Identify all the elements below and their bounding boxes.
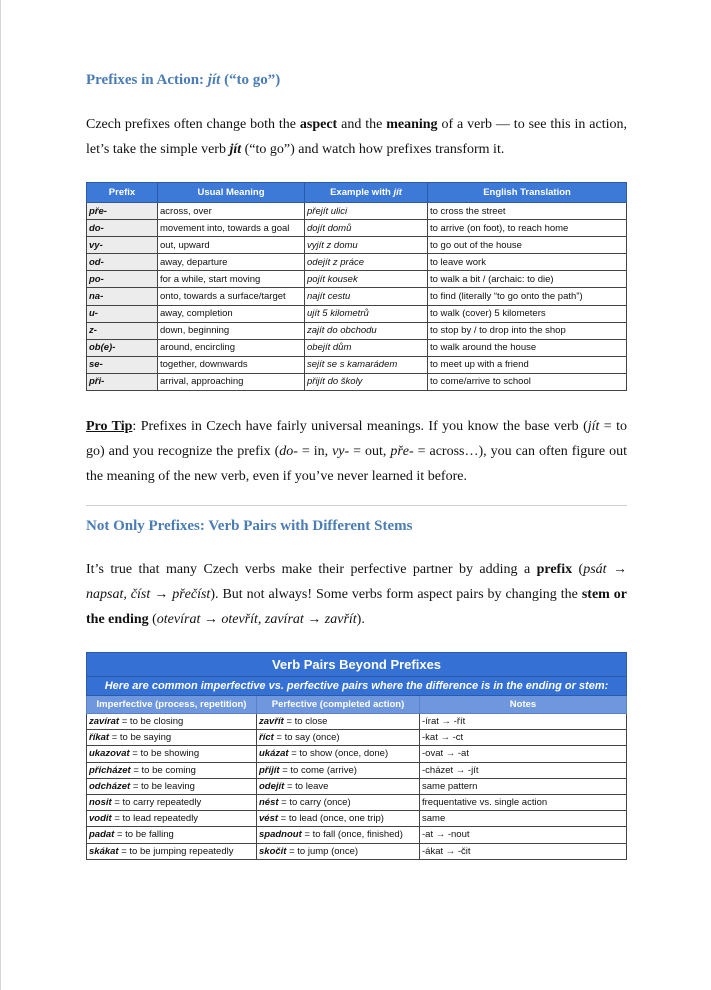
verb-gloss: = to lead repeatedly [111, 813, 199, 825]
imperfective-cell [87, 730, 257, 746]
example-cell: sejít se s kamarádem [305, 356, 428, 373]
table-row [87, 746, 627, 762]
verb-form: zavřít [259, 716, 284, 728]
translation-cell: to walk a bit / (archaic: to die) [428, 271, 627, 288]
table-row [87, 714, 627, 730]
table-row [87, 237, 627, 254]
prefix-cell: ob(e)- [87, 339, 158, 356]
meaning-cell: out, upward [158, 237, 305, 254]
notes-cell: -írat → -řít [420, 714, 627, 730]
translation-cell: to cross the street [428, 203, 627, 220]
prefix-cell: od- [87, 254, 158, 271]
translation-cell: to come/arrive to school [428, 373, 627, 390]
verb-gloss: = to fall (once, finished) [301, 829, 403, 841]
prefix-cell: do- [87, 220, 158, 237]
translation-cell: to arrive (on foot), to reach home [428, 220, 627, 237]
table-row [87, 373, 627, 390]
verb-pairs-intro-paragraph: It’s true that many Czech verbs make their perfective partner by adding a prefix (psát → napsat, číst → přečíst). But not always! Some verbs form aspect pairs by changing the stem or the ending (otevírat → otevřít, zavírat → zavřít). [86, 562, 628, 627]
meaning-cell: away, departure [158, 254, 305, 271]
table-row [87, 254, 627, 271]
verb-form: skočit [259, 845, 287, 857]
prefix-cell: po- [87, 271, 158, 288]
example-cell: najít cestu [305, 288, 428, 305]
meaning-cell: across, over [158, 203, 305, 220]
table-row [87, 730, 627, 746]
example-cell: přejít ulici [305, 203, 428, 220]
prefix-table [86, 182, 627, 391]
notes-cell: -ákat → -čit [420, 843, 627, 859]
verb-form: spadnout [259, 829, 302, 841]
verb-form: vodit [89, 813, 112, 825]
pro-tip-paragraph: Pro Tip: Prefixes in Czech have fairly universal meanings. If you know the base verb (jít = to go) and you recognize the prefix (do- = in, vy- = out, pře- = across…), you can often figure out the meaning of the new verb, even if you’ve never learned it before. [86, 419, 627, 484]
meaning-cell: movement into, towards a goal [158, 220, 305, 237]
verb-form: nosit [89, 797, 112, 809]
verb-gloss: = to be falling [114, 829, 174, 841]
pairs-subtitle-row [87, 677, 627, 696]
pairs-title-row [87, 653, 627, 677]
meaning-cell: away, completion [158, 305, 305, 322]
notes-cell: same pattern [420, 778, 627, 794]
imperfective-cell [87, 827, 257, 843]
table-row [87, 220, 627, 237]
verb-gloss: = to show (once, done) [288, 748, 389, 760]
perfective-cell [257, 827, 420, 843]
prefix-cell: vy- [87, 237, 158, 254]
meaning-cell: onto, towards a surface/target [158, 288, 305, 305]
meaning-cell: down, beginning [158, 322, 305, 339]
verb-form: přicházet [89, 764, 131, 776]
verb-form: odejít [259, 780, 285, 792]
example-cell: přijít do školy [305, 373, 428, 390]
section-divider [86, 505, 627, 506]
imperfective-cell [87, 746, 257, 762]
notes-cell: frequentative vs. single action [420, 794, 627, 810]
table-row [87, 843, 627, 859]
translation-cell: to leave work [428, 254, 627, 271]
notes-cell: -ovat → -at [420, 746, 627, 762]
notes-cell: same [420, 811, 627, 827]
pairs-table-subtitle: Here are common imperfective vs. perfective pairs where the difference is in the ending or stem: [87, 677, 627, 696]
verb-gloss: = to be saying [109, 732, 172, 744]
imperfective-cell [87, 843, 257, 859]
imperfective-cell [87, 762, 257, 778]
imperfective-cell [87, 794, 257, 810]
header-meaning: Usual Meaning [158, 183, 305, 203]
perfective-cell [257, 843, 420, 859]
prefix-cell: se- [87, 356, 158, 373]
imperfective-cell [87, 811, 257, 827]
imperfective-cell [87, 714, 257, 730]
verb-form: přijít [259, 764, 280, 776]
verb-gloss: = to be coming [130, 764, 196, 776]
header-notes: Notes [420, 696, 627, 714]
page-edge [0, 0, 1, 990]
prefix-cell: z- [87, 322, 158, 339]
table-row [87, 811, 627, 827]
table-row [87, 778, 627, 794]
meaning-cell: around, encircling [158, 339, 305, 356]
intro-paragraph: Czech prefixes often change both the aspect and the meaning of a verb — to see this in action, let’s take the simple verb jít (“to go”) and watch how prefixes transform it. [86, 117, 627, 157]
header-translation: English Translation [428, 183, 627, 203]
table-row [87, 794, 627, 810]
section-heading-verb-pairs: Not Only Prefixes: Verb Pairs with Different Stems [86, 518, 413, 534]
verb-pairs-table [86, 652, 627, 860]
table-row [87, 827, 627, 843]
table-row [87, 271, 627, 288]
example-cell: obejít dům [305, 339, 428, 356]
pairs-table-title: Verb Pairs Beyond Prefixes [87, 653, 627, 677]
table-row [87, 305, 627, 322]
table-row [87, 203, 627, 220]
perfective-cell [257, 762, 420, 778]
meaning-cell: together, downwards [158, 356, 305, 373]
meaning-cell: for a while, start moving [158, 271, 305, 288]
imperfective-cell [87, 778, 257, 794]
verb-form: ukazovat [89, 748, 130, 760]
verb-form: padat [89, 829, 115, 841]
translation-cell: to meet up with a friend [428, 356, 627, 373]
table-row [87, 339, 627, 356]
pairs-header-row [87, 696, 627, 714]
translation-cell: to walk (cover) 5 kilometers [428, 305, 627, 322]
example-cell: zajít do obchodu [305, 322, 428, 339]
verb-form: skákat [89, 845, 119, 857]
table-row [87, 762, 627, 778]
notes-cell: -at → -nout [420, 827, 627, 843]
verb-gloss: = to be showing [129, 748, 200, 760]
verb-form: nést [259, 797, 279, 809]
verb-form: zavírat [89, 716, 120, 728]
verb-form: odcházet [89, 780, 131, 792]
header-example: Example with jít [305, 183, 428, 203]
prefix-cell: na- [87, 288, 158, 305]
meaning-cell: arrival, approaching [158, 373, 305, 390]
verb-form: vést [259, 813, 279, 825]
example-cell: vyjít z domu [305, 237, 428, 254]
verb-gloss: = to come (arrive) [279, 764, 357, 776]
translation-cell: to go out of the house [428, 237, 627, 254]
example-cell: pojít kousek [305, 271, 428, 288]
verb-gloss: = to carry (once) [278, 797, 351, 809]
perfective-cell [257, 746, 420, 762]
verb-gloss: = to be leaving [130, 780, 195, 792]
verb-gloss: = to close [283, 716, 328, 728]
example-cell: ujít 5 kilometrů [305, 305, 428, 322]
verb-gloss: = to say (once) [273, 732, 340, 744]
header-prefix: Prefix [87, 183, 158, 203]
verb-gloss: = to jump (once) [286, 845, 359, 857]
prefix-table-header [87, 183, 627, 203]
perfective-cell [257, 714, 420, 730]
verb-gloss: = to lead (once, one trip) [278, 813, 384, 825]
notes-cell: -cházet → -jít [420, 762, 627, 778]
table-row [87, 322, 627, 339]
prefix-cell: u- [87, 305, 158, 322]
verb-form: říct [259, 732, 274, 744]
table-row [87, 288, 627, 305]
verb-gloss: = to carry repeatedly [111, 797, 202, 809]
section-heading-prefixes: Prefixes in Action: jít (“to go”) [86, 72, 281, 88]
verb-gloss: = to be closing [119, 716, 184, 728]
translation-cell: to stop by / to drop into the shop [428, 322, 627, 339]
verb-form: říkat [89, 732, 110, 744]
translation-cell: to walk around the house [428, 339, 627, 356]
perfective-cell [257, 778, 420, 794]
translation-cell: to find (literally “to go onto the path”) [428, 288, 627, 305]
perfective-cell [257, 794, 420, 810]
perfective-cell [257, 811, 420, 827]
header-perfective: Perfective (completed action) [257, 696, 420, 714]
perfective-cell [257, 730, 420, 746]
verb-gloss: = to be jumping repeatedly [118, 845, 234, 857]
verb-gloss: = to leave [284, 780, 329, 792]
example-cell: odejít z práce [305, 254, 428, 271]
table-row [87, 356, 627, 373]
example-cell: dojít domů [305, 220, 428, 237]
verb-form: ukázat [259, 748, 289, 760]
notes-cell: -kat → -ct [420, 730, 627, 746]
header-imperfective: Imperfective (process, repetition) [87, 696, 257, 714]
prefix-cell: při- [87, 373, 158, 390]
prefix-cell: pře- [87, 203, 158, 220]
